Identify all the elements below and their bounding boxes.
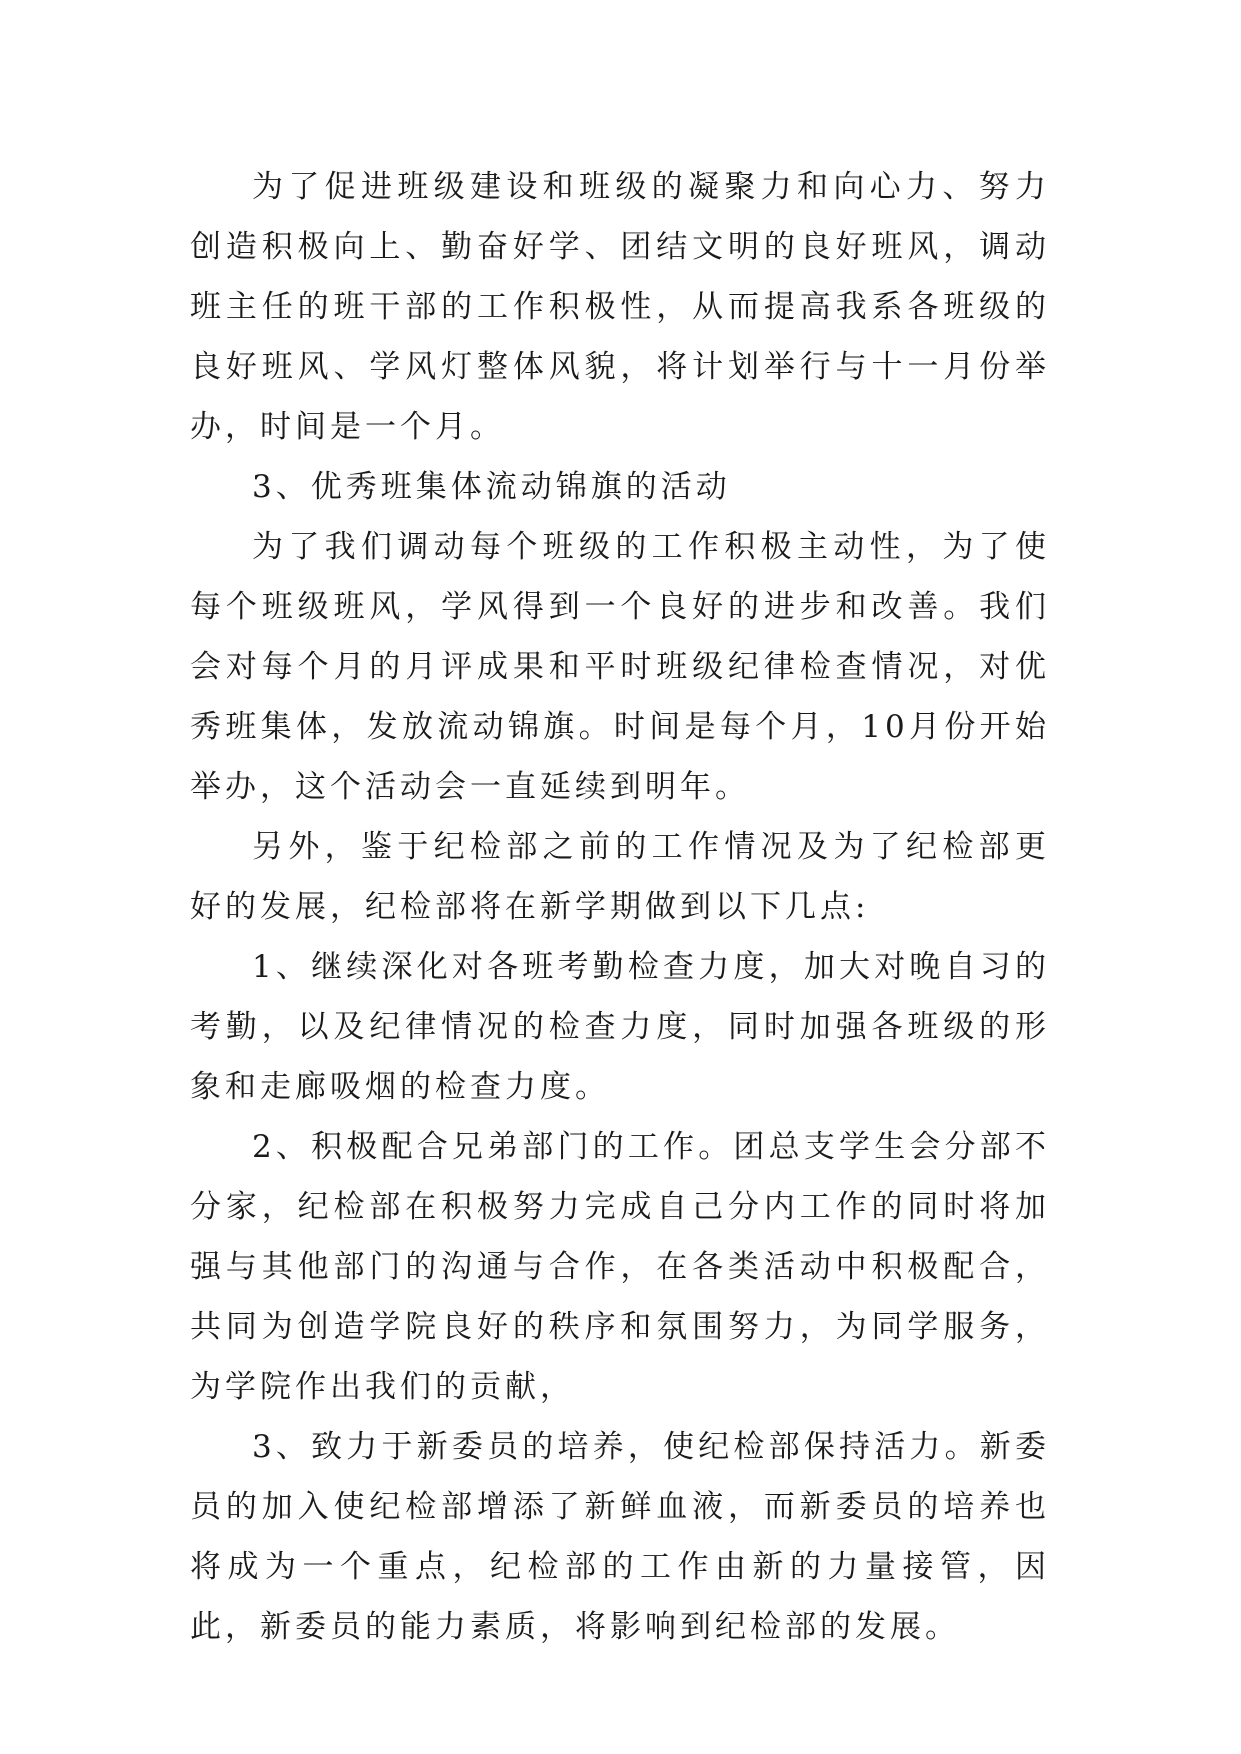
paragraph-additional-plans: 另外，鉴于纪检部之前的工作情况及为了纪检部更好的发展，纪检部将在新学期做到以下几点: [190, 829, 1050, 925]
paragraph-point-1: 1、继续深化对各班考勤检查力度，加大对晚自习的考勤，以及纪律情况的检查力度，同时加强各班级的形象和走廊吸烟的检查力度。 [190, 949, 1050, 1105]
paragraph-class-building: 为了促进班级建设和班级的凝聚力和向心力、努力创造积极向上、勤奋好学、团结文明的良好班风，调动班主任的班干部的工作积极性，从而提高我系各班级的良好班风、学风灯整体风貌，将计划举行与十一月份举办，时间是一个月。 [190, 169, 1050, 445]
document-body [190, 157, 1050, 1657]
paragraph-point-3: 3、致力于新委员的培养，使纪检部保持活力。新委员的加入使纪检部增添了新鲜血液，而新委员的培养也将成为一个重点，纪检部的工作由新的力量接管，因此，新委员的能力素质，将影响到纪检部的发展。 [190, 1429, 1050, 1645]
paragraph-heading-banner-activity: 3、优秀班集体流动锦旗的活动 [252, 469, 731, 505]
paragraph-banner-description: 为了我们调动每个班级的工作积极主动性，为了使每个班级班风，学风得到一个良好的进步和改善。我们会对每个月的月评成果和平时班级纪律检查情况，对优秀班集体，发放流动锦旗。时间是每个月，10月份开始举办，这个活动会一直延续到明年。 [190, 529, 1050, 805]
paragraph-point-2: 2、积极配合兄弟部门的工作。团总支学生会分部不分家，纪检部在积极努力完成自己分内工作的同时将加强与其他部门的沟通与合作，在各类活动中积极配合，共同为创造学院良好的秩序和氛围努力，为同学服务，为学院作出我们的贡献， [190, 1129, 1050, 1405]
